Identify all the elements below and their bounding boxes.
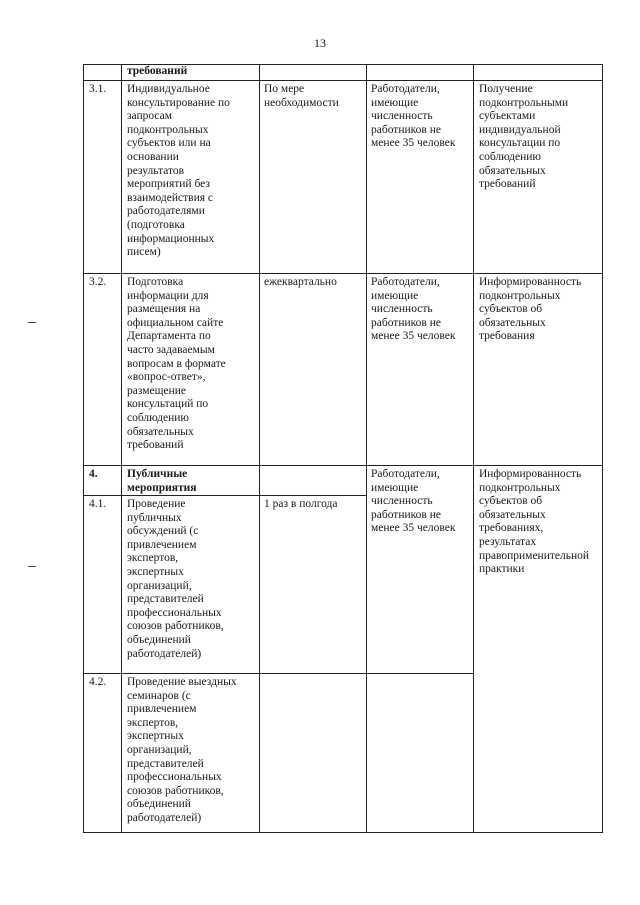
row-3-1-number: 3.1. bbox=[89, 83, 107, 95]
margin-mark bbox=[28, 322, 36, 323]
row-3-2-title: Подготовка информации для размещения на официальном сайте Департамента по часто задаваемым вопросам в формате «вопрос-ответ», размещение консультаций по соблюдению обязательных требований bbox=[127, 276, 226, 452]
row-3-2-number: 3.2. bbox=[89, 276, 107, 288]
row-divider bbox=[84, 673, 474, 674]
activities-table bbox=[83, 64, 603, 833]
row-4-title: Публичные мероприятия bbox=[127, 468, 197, 494]
row-3-1-period: По мере необходимости bbox=[264, 83, 339, 109]
row-3-1-title: Индивидуальное консультирование по запросам подконтрольных субъектов или на основании результатов мероприятий без взаимодействия с работодателями (подготовка информационных писем) bbox=[127, 83, 230, 259]
row-4-1-number: 4.1. bbox=[89, 498, 107, 510]
row-4-1-period: 1 раз в полгода bbox=[264, 498, 338, 510]
row-4-number: 4. bbox=[89, 468, 98, 480]
row-divider bbox=[84, 465, 602, 466]
row-4-1-title: Проведение публичных обсуждений (с привлечением экспертов, экспертных организаций, представителей профессиональных союзов работников, объединений работодателей) bbox=[127, 498, 224, 660]
row-3-1-subjects: Работодатели, имеющие численность работников не менее 35 человек bbox=[371, 83, 456, 150]
row-4-subjects: Работодатели, имеющие численность работников не менее 35 человек bbox=[371, 468, 456, 535]
row-divider bbox=[84, 80, 602, 81]
row-4-2-title: Проведение выездных семинаров (с привлечением экспертов, экспертных организаций, представителей профессиональных союзов работников, объединений работодателей) bbox=[127, 676, 237, 824]
page-number: 13 bbox=[314, 36, 326, 50]
margin-mark bbox=[28, 566, 36, 567]
row-3-2-period: ежеквартально bbox=[264, 276, 337, 288]
row-3-2-subjects: Работодатели, имеющие численность работников не менее 35 человек bbox=[371, 276, 456, 343]
column-divider bbox=[366, 65, 367, 832]
column-divider bbox=[473, 65, 474, 832]
row-4-result: Информированность подконтрольных субъектов об обязательных требованиях, результатах правоприменительной практики bbox=[479, 468, 590, 576]
row-4-2-number: 4.2. bbox=[89, 676, 107, 688]
cont-title: требований bbox=[127, 65, 188, 77]
column-divider bbox=[259, 65, 260, 832]
row-3-2-result: Информированность подконтрольных субъектов об обязательных требования bbox=[479, 276, 582, 343]
column-divider bbox=[121, 65, 122, 832]
row-3-1-result: Получение подконтрольными субъектами индивидуальной консультации по соблюдению обязательных требований bbox=[479, 83, 569, 191]
row-divider bbox=[84, 273, 602, 274]
